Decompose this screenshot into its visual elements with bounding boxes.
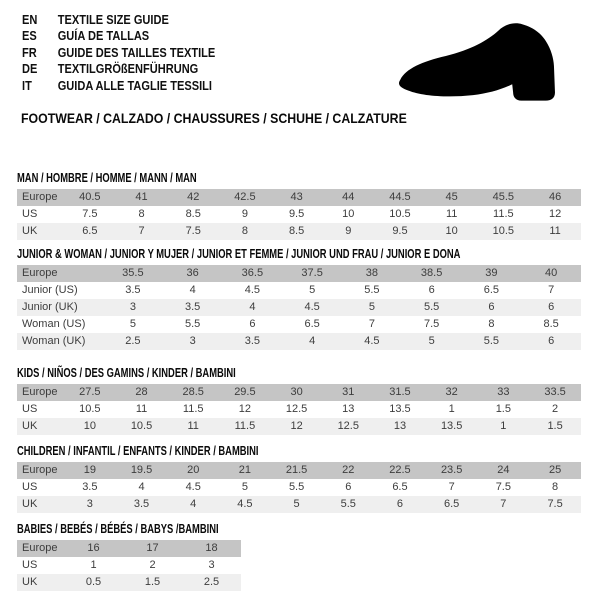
size-cell: 6	[548, 301, 555, 313]
size-table	[17, 540, 241, 591]
size-cell: 7.5	[185, 225, 201, 237]
size-cell: 21	[238, 464, 252, 476]
size-cell: 38.5	[420, 267, 443, 279]
table-row	[17, 479, 581, 496]
size-cell: 6	[345, 481, 352, 493]
size-cell: 5	[293, 498, 300, 510]
size-cell: 46	[548, 191, 562, 203]
size-cell: 27.5	[79, 386, 101, 398]
row-label: Junior (US)	[22, 284, 78, 296]
category-line: FOOTWEAR / CALZADO / CHAUSSURES / SCHUHE / CALZATURE	[21, 110, 407, 126]
size-cell: 3	[208, 559, 215, 571]
size-cell: 7	[548, 284, 555, 296]
size-cell: 1.5	[144, 576, 161, 588]
size-cell: 35.5	[122, 267, 144, 279]
size-cell: 8	[241, 225, 248, 237]
language-item	[22, 12, 215, 28]
size-cell: 2.5	[125, 335, 141, 347]
header	[22, 12, 215, 94]
table-row	[17, 540, 241, 557]
size-cell: 42	[187, 191, 200, 203]
size-cell: 6.5	[483, 284, 500, 296]
language-code: EN	[22, 12, 38, 27]
size-cell: 7.5	[423, 318, 440, 330]
table-title: BABIES / BEBÉS / BÉBÉS / BABYS /BAMBINI	[17, 522, 219, 536]
row-label: US	[22, 481, 38, 493]
size-cell: 5.5	[340, 498, 356, 510]
size-cell: 40.5	[79, 191, 101, 203]
size-cell: 17	[146, 542, 159, 554]
size-cell: 10.5	[79, 403, 101, 415]
size-cell: 13	[393, 420, 407, 432]
size-table	[17, 462, 581, 513]
size-cell: 4	[138, 481, 145, 493]
size-cell: 37.5	[301, 267, 323, 279]
size-table-section	[17, 171, 583, 240]
row-label: UK	[22, 498, 38, 510]
size-cell: 1	[90, 559, 97, 571]
size-cell: 6	[428, 284, 435, 296]
row-label: US	[22, 559, 38, 571]
size-cell: 3	[86, 498, 93, 510]
size-cell: 1	[448, 403, 455, 415]
size-cell: 5.5	[483, 335, 500, 347]
size-cell: 5	[129, 318, 136, 330]
size-table	[17, 384, 581, 435]
size-cell: 11.5	[182, 403, 204, 415]
size-cell: 23.5	[440, 464, 463, 476]
size-cell: 7	[138, 225, 145, 237]
size-cell: 44.5	[389, 191, 411, 203]
size-cell: 4.5	[244, 284, 261, 296]
size-cell: 20	[187, 464, 200, 476]
table-row	[17, 282, 581, 299]
size-cell: 3.5	[133, 498, 150, 510]
size-cell: 5	[241, 481, 248, 493]
size-cell: 8.5	[185, 208, 201, 220]
size-table	[17, 189, 581, 240]
size-table-section	[17, 444, 583, 513]
size-cell: 1	[500, 420, 507, 432]
size-cell: 3.5	[125, 284, 141, 296]
size-cell: 8.5	[288, 225, 305, 237]
size-cell: 30	[290, 386, 303, 398]
size-cell: 11	[445, 208, 458, 220]
language-label: GUIDA ALLE TAGLIE TESSILI	[57, 77, 213, 93]
size-cell: 11.5	[493, 208, 514, 220]
size-cell: 39	[485, 267, 498, 279]
table-title: KIDS / NIÑOS / DES GAMINS / KINDER / BAMBINI	[17, 366, 236, 380]
size-cell: 3.5	[244, 335, 261, 347]
size-cell: 10.5	[492, 225, 515, 237]
size-cell: 8	[138, 208, 145, 220]
table-row	[17, 299, 581, 316]
row-label: Woman (US)	[22, 318, 86, 330]
size-table-section	[17, 522, 583, 591]
size-cell: 7	[368, 318, 375, 330]
size-cell: 7.5	[82, 208, 98, 220]
size-cell: 21.5	[285, 464, 308, 476]
size-cell: 6	[249, 318, 256, 330]
table-row	[17, 462, 581, 479]
size-cell: 1.5	[547, 420, 563, 432]
size-cell: 28	[135, 386, 148, 398]
table-row	[17, 496, 581, 513]
row-label: Europe	[22, 542, 58, 554]
size-cell: 6.5	[304, 318, 320, 330]
size-cell: 19	[83, 464, 96, 476]
size-cell: 4	[189, 284, 196, 296]
size-cell: 10.5	[130, 420, 153, 432]
size-cell: 42.5	[234, 191, 256, 203]
size-cell: 10	[342, 208, 355, 220]
size-cell: 24	[497, 464, 510, 476]
size-cell: 6	[396, 498, 404, 510]
size-cell: 9.5	[392, 225, 408, 237]
size-cell: 12	[238, 403, 252, 415]
size-cell: 11	[187, 420, 199, 432]
size-cell: 8	[488, 318, 495, 330]
table-row	[17, 418, 581, 435]
size-cell: 11.5	[234, 420, 256, 432]
table-row	[17, 384, 581, 401]
row-label: Junior (UK)	[22, 301, 78, 313]
size-cell: 18	[205, 542, 218, 554]
row-label: Woman (UK)	[22, 335, 86, 347]
size-cell: 6	[548, 335, 555, 347]
language-item	[22, 78, 215, 94]
language-code: ES	[22, 28, 37, 44]
language-label: GUIDE DES TAILLES TEXTILE	[57, 44, 216, 60]
row-label: Europe	[22, 191, 58, 203]
language-item	[22, 28, 215, 44]
size-cell: 19.5	[130, 464, 153, 476]
size-cell: 10	[445, 225, 458, 237]
size-cell: 6.5	[392, 481, 408, 493]
size-cell: 25	[548, 464, 562, 476]
size-cell: 12.5	[285, 403, 308, 415]
language-item	[22, 61, 215, 77]
table-title: MAN / HOMBRE / HOMME / MANN / MAN	[17, 171, 197, 185]
size-cell: 7	[500, 498, 507, 510]
table-row	[17, 574, 241, 591]
size-cell: 10.5	[389, 208, 411, 220]
size-cell: 44	[342, 191, 355, 203]
table-row	[17, 557, 241, 574]
size-table-section	[17, 366, 583, 435]
size-cell: 22.5	[389, 464, 411, 476]
size-cell: 0.5	[85, 576, 102, 588]
size-cell: 5	[368, 301, 375, 313]
size-cell: 13.5	[389, 403, 411, 415]
size-cell: 2	[552, 403, 559, 415]
size-cell: 31.5	[389, 386, 411, 398]
size-table-section	[17, 247, 583, 350]
size-cell: 31	[342, 386, 355, 398]
size-cell: 12	[290, 420, 303, 432]
size-cell: 4.5	[237, 498, 253, 510]
size-cell: 10	[83, 420, 96, 432]
row-label: US	[22, 208, 38, 220]
size-cell: 16	[87, 542, 100, 554]
size-cell: 40	[545, 267, 558, 279]
language-label: TEXTILE SIZE GUIDE	[57, 12, 169, 27]
row-label: UK	[22, 225, 38, 237]
size-cell: 2	[149, 559, 156, 571]
table-row	[17, 265, 581, 282]
language-code: DE	[22, 61, 38, 77]
size-cell: 3.5	[184, 301, 201, 313]
size-cell: 6	[488, 301, 495, 313]
size-cell: 32	[445, 386, 458, 398]
size-cell: 13.5	[440, 420, 463, 432]
shoe-icon	[393, 16, 575, 107]
size-cell: 7	[448, 481, 455, 493]
table-row	[17, 206, 581, 223]
size-cell: 36	[186, 267, 199, 279]
language-code: IT	[22, 77, 32, 93]
size-cell: 4	[309, 335, 316, 347]
size-cell: 3	[189, 335, 196, 347]
size-cell: 43	[290, 191, 303, 203]
size-cell: 8	[552, 481, 559, 493]
table-row	[17, 223, 581, 240]
size-cell: 9	[241, 208, 248, 220]
table-row	[17, 401, 581, 418]
size-cell: 29.5	[234, 386, 256, 398]
table-row	[17, 189, 581, 206]
shoe-silhouette	[399, 23, 555, 100]
size-cell: 9	[345, 225, 352, 237]
table-row	[17, 316, 581, 333]
size-cell: 36.5	[241, 267, 264, 279]
size-cell: 28.5	[182, 386, 204, 398]
size-cell: 12.5	[337, 420, 359, 432]
size-cell: 8.5	[543, 318, 559, 330]
size-cell: 3.5	[82, 481, 98, 493]
size-cell: 13	[342, 403, 355, 415]
size-cell: 12	[548, 208, 562, 220]
size-cell: 45	[445, 191, 458, 203]
size-cell: 6.5	[82, 225, 98, 237]
size-cell: 33	[497, 386, 510, 398]
size-cell: 11	[549, 225, 561, 237]
row-label: Europe	[22, 386, 58, 398]
size-cell: 4.5	[364, 335, 380, 347]
size-cell: 5.5	[364, 284, 380, 296]
size-cell: 3	[129, 301, 136, 313]
size-cell: 45.5	[492, 191, 515, 203]
size-table	[17, 265, 581, 350]
size-cell: 11	[135, 403, 148, 415]
size-cell: 7.5	[547, 498, 563, 510]
row-label: Europe	[22, 464, 58, 476]
size-cell: 4	[249, 301, 256, 313]
size-cell: 2.5	[203, 576, 220, 588]
language-label: GUÍA DE TALLAS	[57, 28, 150, 44]
table-title: JUNIOR & WOMAN / JUNIOR Y MUJER / JUNIOR ET FEMME / JUNIOR UND FRAU / JUNIOR E DONA	[17, 247, 461, 261]
language-item	[22, 45, 215, 61]
size-cell: 9.5	[288, 208, 305, 220]
row-label: Europe	[22, 267, 58, 279]
size-cell: 6.5	[444, 498, 460, 510]
size-cell: 5	[428, 335, 435, 347]
table-row	[17, 333, 581, 350]
size-cell: 4.5	[185, 481, 201, 493]
row-label: UK	[22, 576, 38, 588]
row-label: US	[22, 403, 38, 415]
size-cell: 5.5	[184, 318, 201, 330]
size-cell: 33.5	[544, 386, 566, 398]
size-cell: 5.5	[423, 301, 440, 313]
language-label: TEXTILGRÖßENFÜHRUNG	[57, 61, 199, 77]
size-cell: 1.5	[495, 403, 511, 415]
language-code: FR	[22, 44, 37, 60]
size-cell: 5	[309, 284, 316, 296]
size-cell: 7.5	[495, 481, 511, 493]
table-title: CHILDREN / INFANTIL / ENFANTS / KINDER / BAMBINI	[17, 444, 259, 458]
size-cell: 4	[190, 498, 197, 510]
size-cell: 22	[342, 464, 355, 476]
size-cell: 38	[365, 267, 378, 279]
size-cell: 4.5	[304, 301, 320, 313]
language-list	[22, 12, 215, 94]
size-cell: 41	[135, 191, 148, 203]
row-label: UK	[22, 420, 38, 432]
size-cell: 5.5	[288, 481, 305, 493]
